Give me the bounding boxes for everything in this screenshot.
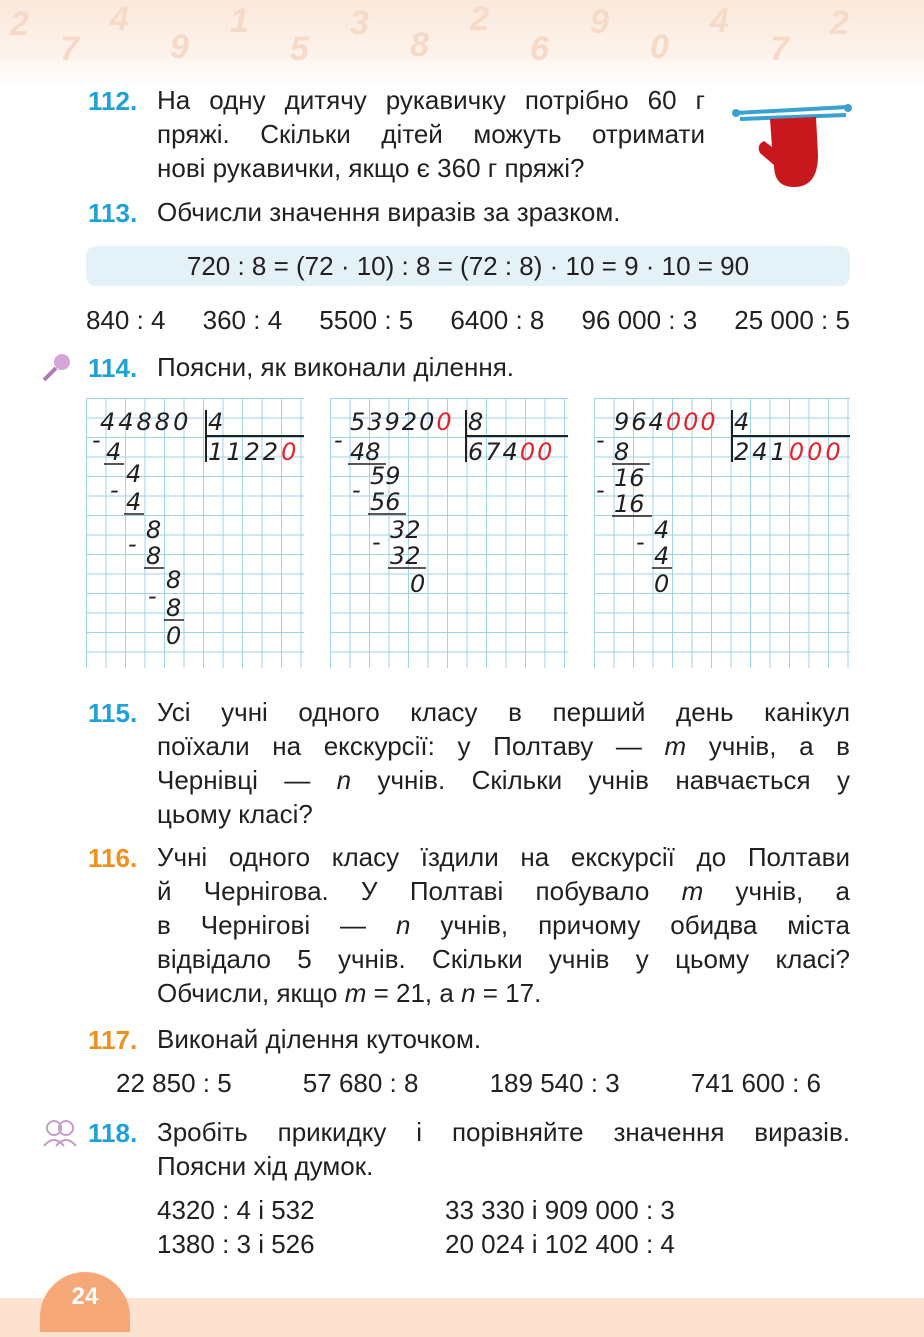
- exercise-116-text: [157, 840, 850, 1010]
- step: 4: [126, 488, 142, 516]
- sample-box: 720 : 8 = (72 · 10) : 8 = (72 : 8) · 10 = 9 · 10 = 90: [86, 246, 850, 286]
- step: 4: [126, 460, 142, 488]
- page-number: 24: [40, 1272, 130, 1332]
- divisor: 4: [734, 408, 750, 436]
- dividend: 53920: [350, 408, 437, 436]
- step: 4: [106, 438, 122, 466]
- pair-work-icon: [40, 1118, 80, 1148]
- step: 8: [614, 438, 630, 466]
- step: 8: [146, 542, 162, 570]
- exercise-114-number: 114.: [88, 353, 138, 383]
- text-line: в Чернігові — n учнів, причому обидва міста: [157, 910, 850, 940]
- step: 56: [370, 488, 401, 516]
- svg-text:67400: [468, 438, 554, 466]
- exercise-114-text: Поясни, як виконали ділення.: [157, 352, 515, 382]
- svg-text:-: -: [352, 476, 361, 504]
- exercise-117-number: 117.: [88, 1025, 138, 1055]
- comparison: 1380 : 3 і 526: [157, 1229, 315, 1259]
- svg-text:-: -: [372, 528, 381, 556]
- quotient-zeros: 0: [281, 438, 300, 466]
- step: 32: [390, 516, 421, 544]
- divisor: 4: [208, 408, 224, 436]
- exercise-113-number: 113.: [88, 198, 138, 228]
- decorative-header: 2 7 4 9 1 5 3 8 2 6 9 0 4 7 2: [0, 0, 924, 90]
- exercise-116-number: 116.: [88, 843, 138, 873]
- step: 8: [166, 566, 182, 594]
- step: 0: [166, 622, 182, 650]
- exercise-118-text: [157, 1115, 850, 1183]
- text-line: Усі учні одного класу в перший день канікул: [157, 697, 850, 727]
- svg-text:-: -: [92, 426, 101, 454]
- division-grid-2: [330, 398, 568, 668]
- svg-text:-: -: [596, 426, 605, 454]
- text-line: Поясни хід думок.: [157, 1151, 374, 1181]
- dividend-zeros: 000: [665, 408, 718, 436]
- text-line: Чернівці — n учнів. Скільки учнів навчається у: [157, 765, 851, 795]
- svg-text:241000: [734, 438, 844, 466]
- svg-text:-: -: [636, 528, 645, 556]
- step: 8: [146, 516, 162, 544]
- comparison: 33 330 і 909 000 : 3: [445, 1195, 675, 1225]
- division-grid-3: [594, 398, 850, 668]
- svg-text:-: -: [110, 476, 119, 504]
- expression: 5500 : 5: [319, 305, 414, 335]
- svg-text:11220: [208, 438, 299, 466]
- svg-text:-: -: [148, 582, 157, 610]
- svg-text:539200: [350, 408, 454, 436]
- quotient: 241: [734, 438, 789, 466]
- step: 16: [614, 490, 645, 518]
- step: 8: [166, 594, 182, 622]
- dividend: 44880: [100, 408, 192, 436]
- expression: 96 000 : 3: [581, 305, 698, 335]
- text-line: Учні одного класу їздили на екскурсії до Полтави: [157, 842, 850, 872]
- step: 59: [370, 462, 401, 490]
- svg-text:-: -: [334, 426, 343, 454]
- quotient: 1122: [208, 438, 282, 466]
- expression-row: [86, 305, 850, 336]
- text-line: нові рукавички, якщо є 360 г пряжі?: [157, 153, 585, 183]
- comparison: 20 024 і 102 400 : 4: [445, 1229, 675, 1259]
- text-line: поїхали на екскурсії: у Полтаву — m учнів, а в: [157, 731, 850, 761]
- mitten-icon: [730, 95, 854, 193]
- exercise-118-number: 118.: [88, 1118, 138, 1148]
- quotient-zeros: 00: [519, 438, 555, 466]
- comparison-right: [445, 1193, 675, 1261]
- expression: 360 : 4: [202, 305, 283, 335]
- expression: 25 000 : 5: [734, 305, 850, 335]
- expression: 6400 : 8: [450, 305, 545, 335]
- step: 0: [654, 570, 670, 598]
- step: 16: [614, 464, 645, 492]
- exercise-113-text: Обчисли значення виразів за зразком.: [157, 197, 621, 227]
- exercise-117-text: Виконай ділення куточком.: [157, 1024, 482, 1054]
- exercise-115-text: [157, 695, 850, 831]
- svg-text:-: -: [596, 476, 605, 504]
- step: 0: [410, 570, 426, 598]
- svg-text:964000: [614, 408, 718, 436]
- expression: 189 540 : 3: [489, 1068, 620, 1098]
- expression-row-117: [116, 1068, 821, 1099]
- text-line: пряжі. Скільки дітей можуть отримати: [157, 119, 705, 149]
- expression: 840 : 4: [86, 305, 166, 335]
- microphone-icon: [40, 350, 74, 384]
- dividend: 964: [614, 408, 666, 436]
- exercise-112-number: 112.: [88, 86, 138, 116]
- exercise-115-number: 115.: [88, 698, 138, 728]
- divisor: 8: [468, 408, 484, 436]
- comparison-left: [157, 1193, 315, 1261]
- text-line: відвідало 5 учнів. Скільки учнів у цьому класі?: [157, 944, 850, 974]
- step: 32: [390, 542, 421, 570]
- text-line: цьому класі?: [157, 799, 313, 829]
- text-line: Обчисли, якщо m = 21, а n = 17.: [157, 978, 542, 1008]
- quotient-zeros: 000: [788, 438, 844, 466]
- text-line: Зробіть прикидку і порівняйте значення виразів.: [157, 1117, 850, 1147]
- dividend-zeros: 0: [436, 408, 454, 436]
- svg-text:44880: [100, 408, 191, 436]
- step: 48: [350, 438, 381, 466]
- expression: 57 680 : 8: [302, 1068, 419, 1098]
- expression: 22 850 : 5: [116, 1068, 232, 1098]
- quotient: 674: [468, 438, 520, 466]
- footer-band: [0, 1298, 924, 1337]
- text-line: й Чернігова. У Полтаві побувало m учнів, а: [157, 876, 851, 906]
- step: 4: [654, 516, 670, 544]
- step: 4: [654, 542, 670, 570]
- comparison: 4320 : 4 і 532: [157, 1195, 315, 1225]
- division-grid-1: [86, 398, 304, 668]
- exercise-112-text: [157, 83, 705, 185]
- svg-text:-: -: [128, 530, 137, 558]
- text-line: На одну дитячу рукавичку потрібно 60 г: [157, 85, 705, 115]
- expression: 741 600 : 6: [690, 1068, 821, 1098]
